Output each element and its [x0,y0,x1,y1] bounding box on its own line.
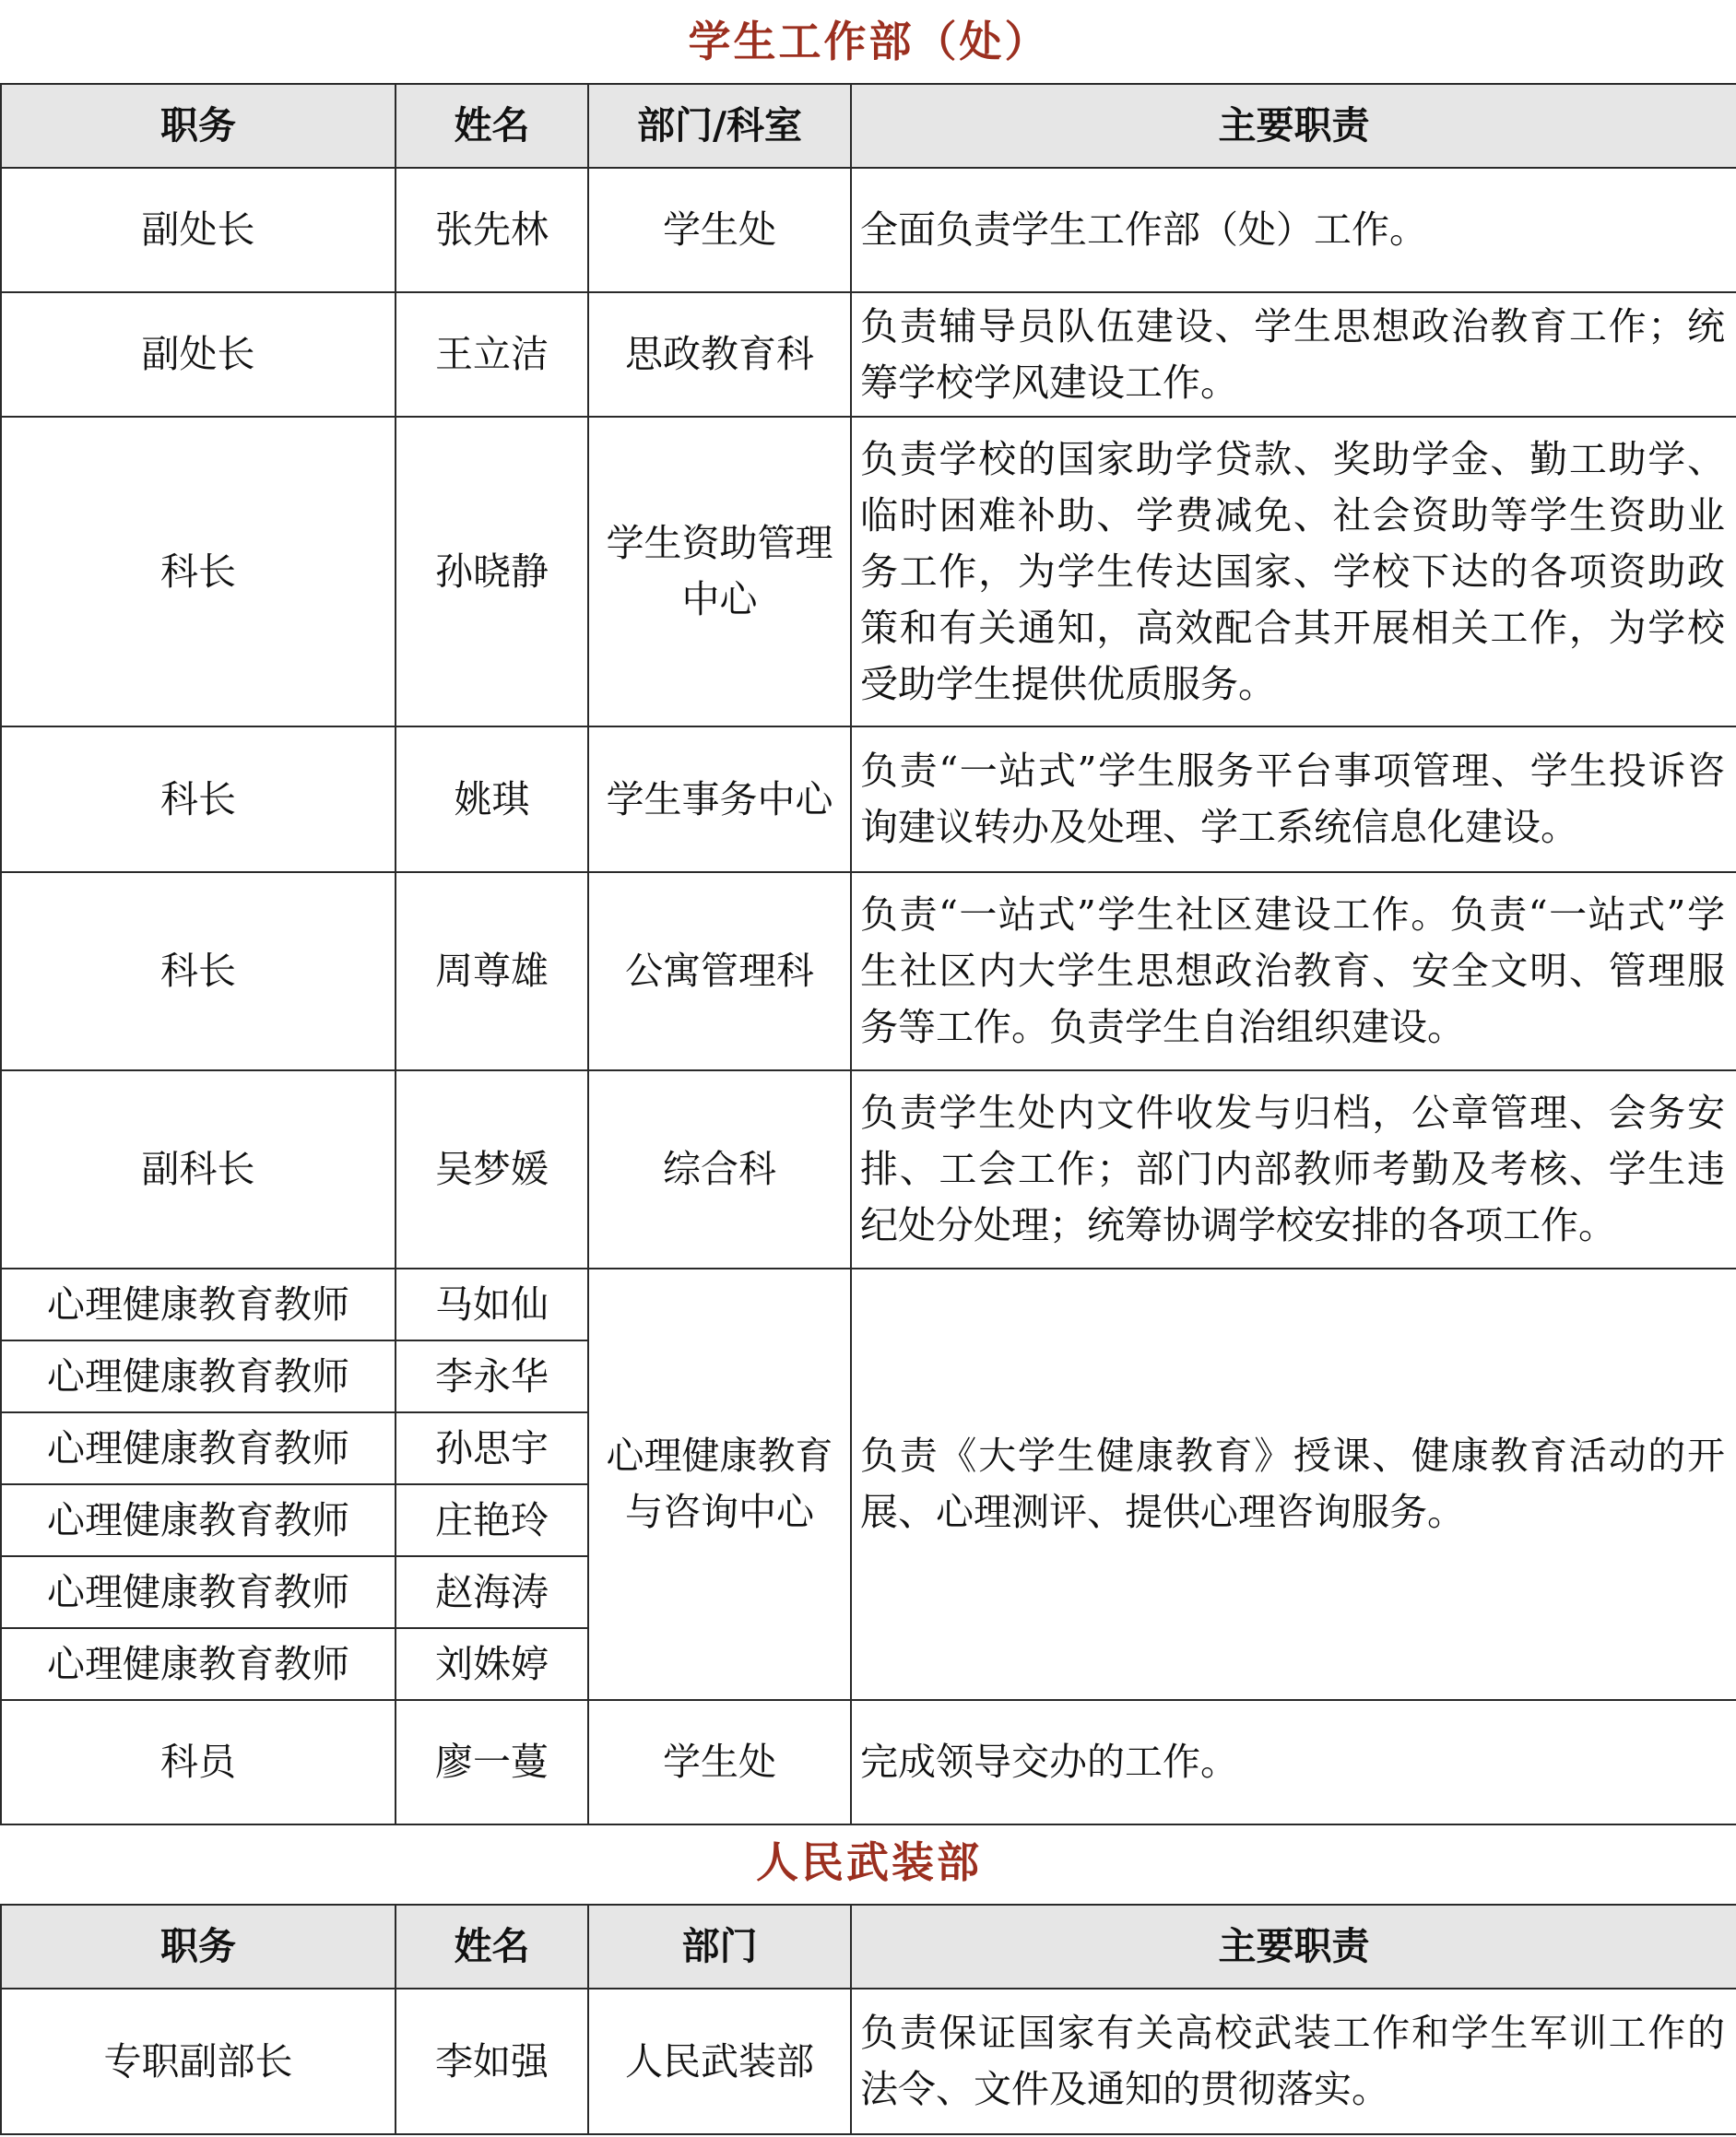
name-cell: 刘姝婷 [396,1628,588,1700]
name-cell: 周尊雄 [396,872,588,1070]
position-cell: 副处长 [1,292,396,417]
duty-cell: 负责《大学生健康教育》授课、健康教育活动的开展、心理测评、提供心理咨询服务。 [851,1269,1736,1700]
armed-forces-table [0,1822,1736,2135]
position-cell: 副科长 [1,1070,396,1269]
table-row [1,168,1736,292]
dept-cell: 综合科 [588,1070,851,1269]
name-cell: 庄艳玲 [396,1484,588,1556]
position-cell: 科员 [1,1700,396,1824]
name-cell: 李如强 [396,1989,588,2134]
column-header-position: 职务 [1,1905,396,1989]
name-cell: 张先林 [396,168,588,292]
position-cell: 科长 [1,872,396,1070]
position-cell: 专职副部长 [1,1989,396,2134]
column-header-dept: 部门 [588,1905,851,1989]
duty-cell: 负责学校的国家助学贷款、奖助学金、勤工助学、临时困难补助、学费减免、社会资助等学生资助业务工作，为学生传达国家、学校下达的各项资助政策和有关通知，高效配合其开展相关工作，为学校受助学生提供优质服务。 [851,417,1736,726]
dept-cell: 人民武装部 [588,1989,851,2134]
duty-cell: 负责辅导员队伍建设、学生思想政治教育工作；统筹学校学风建设工作。 [851,292,1736,417]
duty-cell: 负责保证国家有关高校武装工作和学生军训工作的法令、文件及通知的贯彻落实。 [851,1989,1736,2134]
duty-cell: 全面负责学生工作部（处）工作。 [851,168,1736,292]
column-header-name: 姓名 [396,1905,588,1989]
position-cell: 副处长 [1,168,396,292]
table-row [1,872,1736,1070]
duty-cell: 完成领导交办的工作。 [851,1700,1736,1824]
name-cell: 王立洁 [396,292,588,417]
column-header-duty: 主要职责 [851,84,1736,168]
duty-cell: 负责“一站式”学生社区建设工作。负责“一站式”学生社区内大学生思想政治教育、安全文明、管理服务等工作。负责学生自治组织建设。 [851,872,1736,1070]
table-row [1,1070,1736,1269]
duty-cell: 负责“一站式”学生服务平台事项管理、学生投诉咨询建议转办及处理、学工系统信息化建设。 [851,726,1736,872]
dept-cell: 学生处 [588,1700,851,1824]
position-cell: 心理健康教育教师 [1,1412,396,1484]
table-row [1,1700,1736,1824]
dept-cell: 学生事务中心 [588,726,851,872]
name-cell: 廖一蔓 [396,1700,588,1824]
dept-cell: 心理健康教育与咨询中心 [588,1269,851,1700]
position-cell: 心理健康教育教师 [1,1269,396,1340]
dept-cell: 学生处 [588,168,851,292]
dept-cell: 思政教育科 [588,292,851,417]
table-row [1,726,1736,872]
column-header-dept: 部门/科室 [588,84,851,168]
duty-cell: 负责学生处内文件收发与归档，公章管理、会务安排、工会工作；部门内部教师考勤及考核、学生违纪处分处理；统筹协调学校安排的各项工作。 [851,1070,1736,1269]
name-cell: 孙晓静 [396,417,588,726]
column-header-duty: 主要职责 [851,1905,1736,1989]
position-cell: 心理健康教育教师 [1,1628,396,1700]
position-cell: 科长 [1,726,396,872]
dept-cell: 学生资助管理中心 [588,417,851,726]
column-header-name: 姓名 [396,84,588,168]
name-cell: 吴梦媛 [396,1070,588,1269]
position-cell: 心理健康教育教师 [1,1340,396,1412]
dept-cell: 公寓管理科 [588,872,851,1070]
name-cell: 姚琪 [396,726,588,872]
name-cell: 马如仙 [396,1269,588,1340]
section-title: 人民武装部 [1,1822,1736,1905]
position-cell: 心理健康教育教师 [1,1556,396,1628]
name-cell: 李永华 [396,1340,588,1412]
section-title: 学生工作部（处） [1,0,1736,84]
table-row [1,1269,1736,1340]
name-cell: 孙思宇 [396,1412,588,1484]
position-cell: 心理健康教育教师 [1,1484,396,1556]
table-row [1,292,1736,417]
position-cell: 科长 [1,417,396,726]
table-row [1,417,1736,726]
column-header-position: 职务 [1,84,396,168]
name-cell: 赵海涛 [396,1556,588,1628]
table-row [1,1989,1736,2134]
